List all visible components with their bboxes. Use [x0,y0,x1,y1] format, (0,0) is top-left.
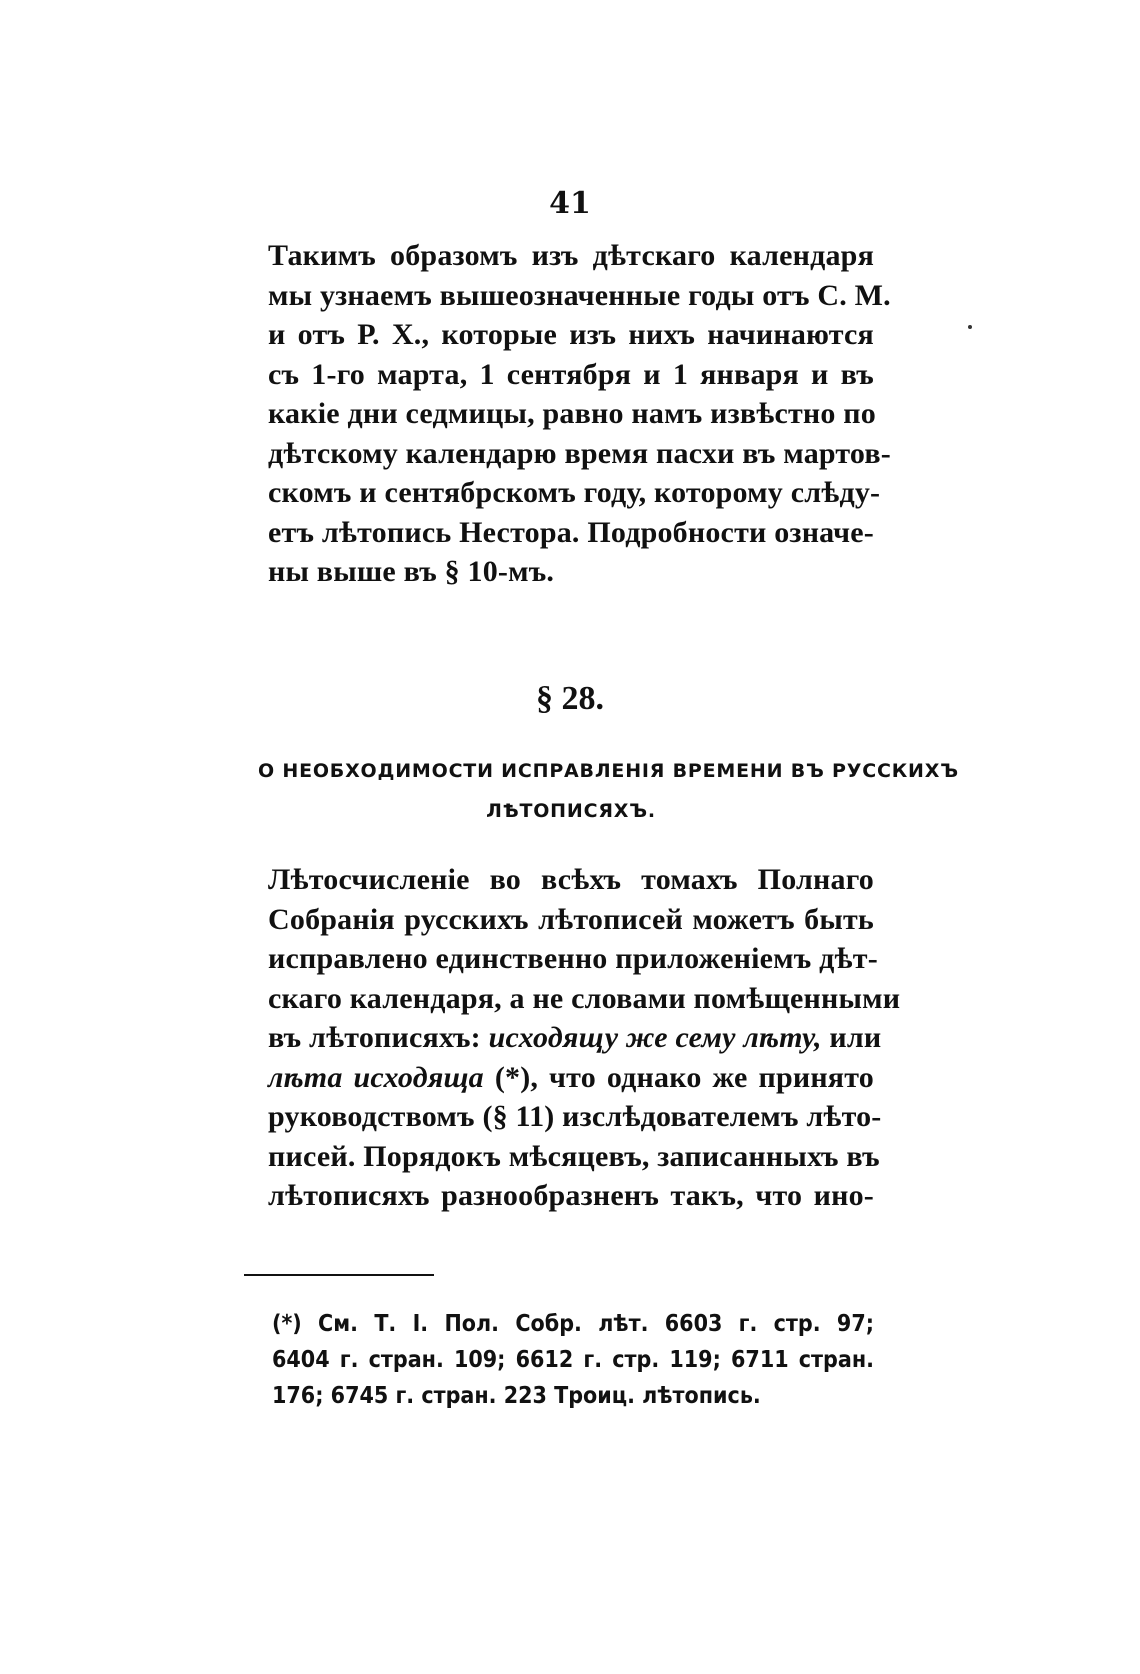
paragraph-line: руководствомъ (§ 11) изслѣдователемъ лѣто- [268,1100,882,1133]
paragraph-line: лѣтописяхъ разнообразненъ такъ, что ино- [268,1179,874,1212]
quoted-italic: исходящу же сему лѣту, [488,1021,822,1054]
footnote-line: 6404 г. стран. 109; 6612 г. стр. 119; 6711 стран. [272,1347,874,1373]
paragraph-line: Собранія русскихъ лѣтописей можетъ быть [268,903,874,936]
footnote-line: 176; 6745 г. стран. 223 Троиц. лѣтопись. [272,1383,761,1409]
paragraph-line: скомъ и сентябрскомъ году, которому слѣду- [268,476,881,509]
paragraph-line: исправлено единственно приложеніемъ дѣт- [268,942,878,975]
paragraph-line: съ 1-го марта, 1 сентября и 1 января и въ [268,358,874,391]
paragraph-line: дѣтскому календарю время пасхи въ мартов- [268,437,891,470]
paragraph-line: скаго календаря, а не словами помѣщенными [268,982,901,1015]
section-heading: О НЕОБХОДИМОСТИ ИСПРАВЛЕНІЯ ВРЕМЕНИ ВЪ РУССКИХЪ [258,760,959,782]
paragraph-line: етъ лѣтопись Нестора. Подробности означе- [268,516,874,549]
paragraph-line: Такимъ образомъ изъ дѣтскаго календаря [268,239,874,272]
paragraph-line [268,1016,882,1060]
footnote-line: (*) См. Т. I. Пол. Собр. лѣт. 6603 г. стр. 97; [272,1311,874,1337]
paragraph-line: писей. Порядокъ мѣсяцевъ, записанныхъ въ [268,1140,880,1173]
page-number: 41 [549,186,591,221]
text-run: въ лѣтописяхъ: [268,1021,489,1054]
quoted-italic: лѣта исходяща [268,1061,484,1094]
text-run: (*), что однако же принято [483,1061,874,1094]
section-number: § 28. [536,680,604,717]
section-heading-continuation: ЛѢТОПИСЯХЪ. [486,800,656,822]
margin-speck [968,325,972,329]
text-run: или [821,1021,882,1054]
footnote-divider [244,1274,434,1276]
paragraph-line: какіе дни седмицы, равно намъ извѣстно по [268,397,876,430]
paragraph-line [268,1056,874,1100]
paragraph-line: Лѣтосчисленіе во всѣхъ томахъ Полнаго [268,863,874,896]
paragraph-line: мы узнаемъ вышеозначенные годы отъ С. М. [268,279,891,312]
paragraph-line: ны выше въ § 10-мъ. [268,555,555,588]
paragraph-line: и отъ Р. X., которые изъ нихъ начинаются [268,318,874,351]
